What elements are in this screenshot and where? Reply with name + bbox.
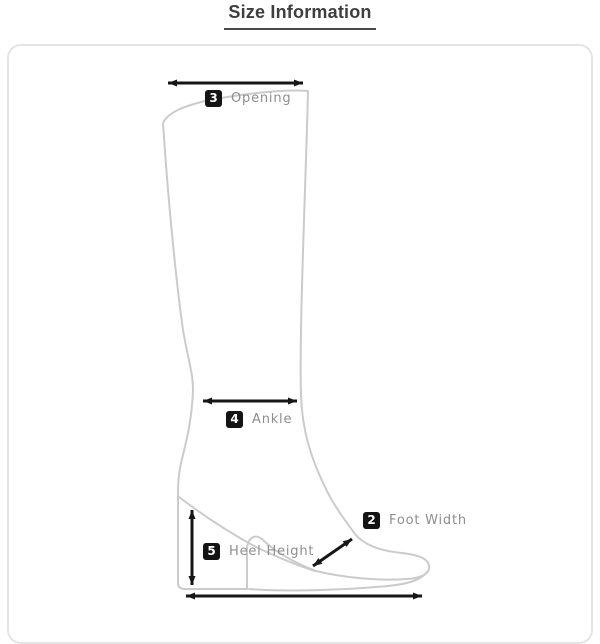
measurement-label-foot-width: [363, 512, 467, 529]
foot-width-measure-arrow: [313, 539, 352, 566]
page-title: Size Information: [224, 2, 375, 30]
measurement-number-badge: 2: [363, 512, 380, 529]
measurement-label-text: Heel Height: [229, 544, 315, 559]
measurement-label-opening: [205, 90, 291, 107]
measurement-number-badge: 4: [226, 411, 243, 428]
measurement-number-badge: 5: [203, 543, 220, 560]
measurement-label-ankle: [226, 411, 292, 428]
measurement-label-text: Foot Width: [389, 513, 467, 528]
measurement-number-badge: 3: [205, 90, 222, 107]
measurement-label-text: Ankle: [252, 412, 293, 427]
measurement-label-text: Opening: [231, 91, 292, 106]
measurement-label-heel-height: [203, 543, 314, 560]
